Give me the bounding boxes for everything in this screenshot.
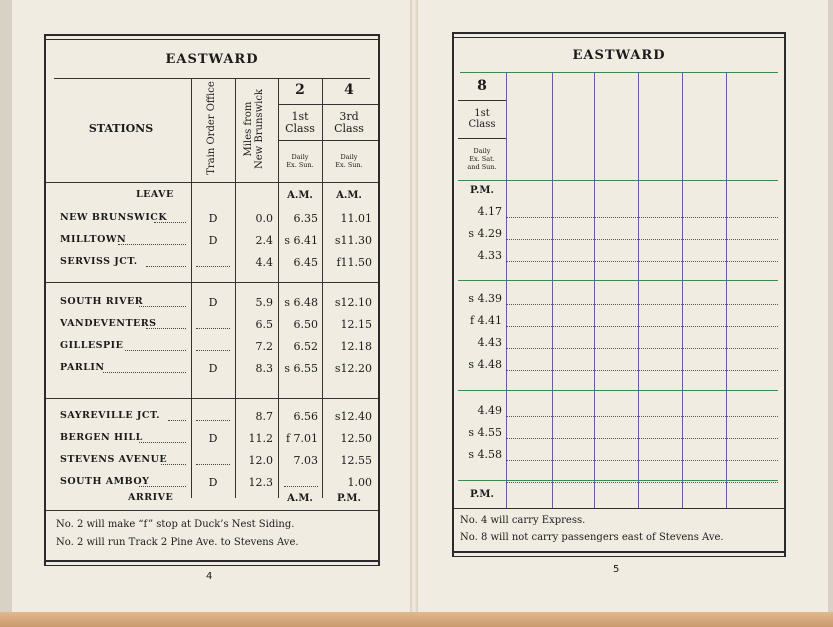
left-page-number: 4: [206, 571, 213, 582]
train4-time: s11.30: [334, 234, 372, 247]
miles-value: 11.2: [248, 432, 273, 445]
train2-time: 6.56: [293, 410, 318, 423]
station-name: NEW BRUNSWICK: [60, 212, 168, 223]
row-leader: [506, 217, 778, 218]
blank-column-divider: [726, 72, 727, 508]
miles-value: 7.2: [255, 340, 273, 353]
train8-time: s 4.48: [468, 358, 502, 371]
miles-value: 2.4: [255, 234, 273, 247]
left-note-1: No. 2 will make “f” stop at Duck’s Nest Siding.: [56, 519, 295, 530]
empty-time-dots: [284, 486, 318, 487]
train4-number: 4: [344, 82, 354, 98]
train2-time: 6.52: [293, 340, 318, 353]
train8-time: 4.17: [477, 205, 502, 218]
row-leader: [506, 438, 778, 439]
train-order-office: D: [208, 362, 218, 375]
train8-time: 4.49: [477, 404, 502, 417]
blank-column-divider: [552, 72, 553, 508]
row-leader: [506, 326, 778, 327]
leader-dots: [139, 442, 186, 443]
train8-class-line1: 1st: [474, 108, 490, 119]
train4-time: s12.20: [334, 362, 372, 375]
leave-period-train4: A.M.: [336, 190, 362, 201]
arrive-period-train2: A.M.: [287, 493, 313, 504]
leader-dots: [146, 328, 186, 329]
empty-office-dots: [196, 266, 230, 267]
train-order-office-header: Train Order Office: [206, 81, 217, 175]
station-name: MILLTOWN: [60, 234, 127, 245]
empty-office-dots: [196, 328, 230, 329]
miles-value: 12.0: [248, 454, 273, 467]
train4-time: 11.01: [340, 212, 372, 225]
empty-office-dots: [196, 350, 230, 351]
train4-time: 1.00: [347, 476, 372, 489]
right-note-2: No. 8 will not carry passengers east of Stevens Ave.: [460, 532, 724, 543]
train-order-office: D: [208, 476, 218, 489]
left-title: EASTWARD: [165, 52, 259, 67]
train4-time: f11.50: [336, 256, 372, 269]
row-leader: [506, 239, 778, 240]
station-name: STEVENS AVENUE: [60, 454, 168, 465]
row-leader: [506, 370, 778, 371]
train8-time: s 4.58: [468, 448, 502, 461]
right-arrive-period: P.M.: [470, 489, 494, 500]
book-edge: [0, 612, 833, 627]
train8-time: s 4.29: [468, 227, 502, 240]
train2-time: s 6.48: [284, 296, 318, 309]
row-leader: [506, 348, 778, 349]
station-name: PARLIN: [60, 362, 105, 373]
train-order-office: D: [208, 432, 218, 445]
leader-dots: [139, 306, 186, 307]
book-gutter: [410, 0, 418, 612]
station-name: SERVISS JCT.: [60, 256, 138, 267]
train4-time: 12.18: [340, 340, 372, 353]
train8-number: 8: [477, 78, 487, 94]
station-name: BERGEN HILL: [60, 432, 143, 443]
row-leader: [506, 261, 778, 262]
train2-time: s 6.55: [284, 362, 318, 375]
miles-value: 4.4: [255, 256, 273, 269]
blank-column-divider: [594, 72, 595, 508]
row-leader: [506, 482, 778, 483]
train4-class-line2: Class: [334, 122, 364, 135]
train8-days-line2: Ex. Sat.: [469, 155, 495, 163]
miles-value: 0.0: [255, 212, 273, 225]
train4-days-line2: Ex. Sun.: [335, 161, 363, 169]
station-name: VANDEVENTERS: [60, 318, 157, 329]
train2-class-line2: Class: [285, 122, 315, 135]
train2-time: s 6.41: [284, 234, 318, 247]
left-timetable: [44, 34, 380, 566]
leader-dots: [146, 266, 186, 267]
train8-time: 4.33: [477, 249, 502, 262]
blank-column-divider: [638, 72, 639, 508]
miles-from-header-line1: Miles from: [243, 101, 254, 157]
train8-days-line1: Daily: [473, 147, 491, 155]
right-leave-period: P.M.: [470, 185, 494, 196]
train2-class-line1: 1st: [291, 110, 309, 123]
empty-office-dots: [196, 420, 230, 421]
train4-class-line1: 3rd: [339, 110, 359, 123]
train8-class-line2: Class: [468, 119, 496, 130]
arrive-period-train4: P.M.: [337, 493, 361, 504]
row-leader: [506, 416, 778, 417]
right-timetable: [452, 32, 786, 557]
train2-time: 6.50: [293, 318, 318, 331]
right-note-1: No. 4 will carry Express.: [460, 515, 586, 526]
left-note-2: No. 2 will run Track 2 Pine Ave. to Stevens Ave.: [56, 537, 299, 548]
miles-value: 12.3: [248, 476, 273, 489]
train8-time: 4.43: [477, 336, 502, 349]
leader-dots: [161, 464, 186, 465]
train4-time: 12.50: [340, 432, 372, 445]
train2-time: 6.45: [293, 256, 318, 269]
train4-time: 12.55: [340, 454, 372, 467]
train4-time: 12.15: [340, 318, 372, 331]
miles-value: 5.9: [255, 296, 273, 309]
miles-value: 8.7: [255, 410, 273, 423]
train8-days-line3: and Sun.: [467, 163, 497, 171]
stations-header: STATIONS: [88, 122, 154, 135]
arrive-label: ARRIVE: [128, 492, 174, 503]
train-order-office: D: [208, 234, 218, 247]
train8-time: s 4.39: [468, 292, 502, 305]
row-leader: [506, 460, 778, 461]
blank-column-divider: [506, 72, 507, 508]
train2-time: 7.03: [293, 454, 318, 467]
miles-value: 8.3: [255, 362, 273, 375]
train2-time: 6.35: [293, 212, 318, 225]
leader-dots: [154, 222, 186, 223]
leave-label: LEAVE: [136, 189, 174, 200]
blank-column-divider: [682, 72, 683, 508]
train4-days-line1: Daily: [340, 153, 358, 161]
train2-number: 2: [295, 82, 305, 98]
miles-value: 6.5: [255, 318, 273, 331]
right-page-number: 5: [613, 564, 620, 575]
right-title: EASTWARD: [572, 48, 666, 63]
train4-time: s12.40: [334, 410, 372, 423]
station-name: SOUTH AMBOY: [60, 476, 150, 487]
train2-days-line2: Ex. Sun.: [286, 161, 314, 169]
leader-dots: [103, 372, 186, 373]
train8-time: s 4.55: [468, 426, 502, 439]
train2-days-line1: Daily: [291, 153, 309, 161]
train-order-office: D: [208, 212, 218, 225]
leader-dots: [125, 350, 186, 351]
train-order-office: D: [208, 296, 218, 309]
miles-from-header-line2: New Brunswick: [254, 89, 265, 169]
leader-dots: [118, 244, 186, 245]
leader-dots: [139, 486, 186, 487]
leader-dots: [168, 420, 186, 421]
row-leader: [506, 304, 778, 305]
train4-time: s12.10: [334, 296, 372, 309]
station-name: SAYREVILLE JCT.: [60, 410, 161, 421]
station-name: SOUTH RIVER: [60, 296, 144, 307]
leave-period-train2: A.M.: [287, 190, 313, 201]
train2-time: f 7.01: [285, 432, 318, 445]
empty-office-dots: [196, 464, 230, 465]
station-name: GILLESPIE: [60, 340, 124, 351]
train8-time: f 4.41: [469, 314, 502, 327]
